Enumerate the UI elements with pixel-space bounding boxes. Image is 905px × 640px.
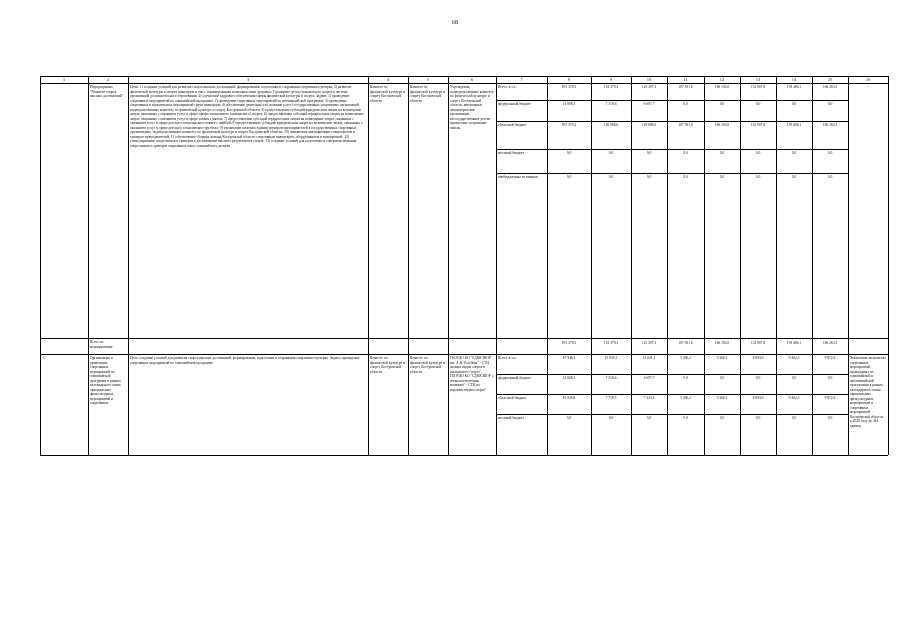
- funding-source: областной бюджет: [498, 123, 527, 127]
- funding-value: 126 068,6: [603, 123, 619, 127]
- total-value: 152 907,8: [750, 341, 766, 345]
- event-funding-value: 7 310,6: [605, 376, 617, 380]
- funding-value: 159 486,1: [786, 123, 802, 127]
- funding-value: 0,0: [755, 175, 761, 179]
- funding-value: 0,0: [566, 151, 572, 155]
- column-rule: [496, 76, 497, 455]
- funding-value: 7 310,6: [605, 102, 617, 106]
- source-rule: [496, 414, 848, 415]
- funding-value: 0,0: [608, 175, 614, 179]
- event-funding-source: федеральный бюджет: [498, 376, 532, 380]
- expected-result: -: [867, 85, 869, 89]
- column-rule: [448, 76, 449, 455]
- source-rule: [496, 374, 848, 375]
- funding-value: 133 379,2: [603, 85, 619, 89]
- funding-value: 0,0: [719, 151, 725, 155]
- event-funding-value: 0,0: [827, 416, 833, 420]
- column-rule: [40, 76, 41, 455]
- event-funding-value: 15 030,1: [604, 356, 618, 360]
- total-value: 133 379,2: [603, 341, 619, 345]
- column-number: 4: [386, 77, 390, 82]
- total-value: 166 263,5: [822, 341, 838, 345]
- funding-source: внебюджетные источники: [498, 175, 538, 179]
- event-funding-value: 0,0: [683, 416, 688, 420]
- column-number: 13: [755, 77, 761, 82]
- event-goals: Цель: создание условий для развития спорта высших достижений, формирования, подготовки и сохранения спортивного резерва. Задача: проведение спортивных мероприятий по олимпийской программе: [130, 356, 360, 365]
- column-rule: [88, 76, 89, 455]
- funding-value: 6 697,7: [643, 102, 655, 106]
- event-name: Организация и проведение спортивных мероприятий по олимпийской программе в рамках календарного плана официальных физкультурных мероприятий и спортивных: [90, 356, 121, 405]
- source-rule: [496, 100, 848, 101]
- column-rule: [368, 76, 369, 455]
- funding-value: 0,0: [827, 102, 833, 106]
- event-funding-value: 0,0: [719, 416, 725, 420]
- column-number: 11: [683, 77, 688, 82]
- column-number: 5: [426, 77, 430, 82]
- event-funding-value: 0,0: [719, 376, 725, 380]
- event-funding-value: 0,0: [566, 416, 572, 420]
- event-funding-value: 67 948,1: [562, 356, 576, 360]
- event-funding-value: 0,0: [791, 376, 797, 380]
- event-funding-value: 0,0: [827, 376, 833, 380]
- funding-value: 118 699,6: [641, 123, 657, 127]
- funding-value: 0,0: [827, 151, 833, 155]
- event-funding-value: 9 872,4: [824, 356, 836, 360]
- event-funding-value: 5 300,2: [716, 356, 728, 360]
- event-funding-value: 0,0: [755, 376, 761, 380]
- event-funding-value: 5 366,2: [680, 396, 691, 400]
- funding-value: 152 907,8: [750, 85, 766, 89]
- funding-value: 14 008,3: [562, 102, 576, 106]
- event-number: 1.: [43, 356, 46, 360]
- event-funding-value: 0,0: [791, 416, 797, 420]
- funding-value: 0,0: [755, 102, 761, 106]
- event-funding-source: областной бюджет: [498, 396, 527, 400]
- funding-value: 0,0: [683, 175, 688, 179]
- column-number: 1: [62, 77, 66, 82]
- funding-value: 0,0: [719, 102, 725, 106]
- funding-value: 106 192,0: [714, 123, 730, 127]
- column-rule: [888, 76, 889, 455]
- funding-value: 937 370,2: [561, 123, 577, 127]
- event-funding-value: 9 872,4: [824, 396, 836, 400]
- row-rule: [40, 455, 888, 456]
- funding-value: 0,0: [566, 175, 572, 179]
- column-rule: [128, 76, 129, 455]
- page-number: 68: [452, 20, 458, 26]
- event-funding-value: 0,0: [755, 416, 761, 420]
- subprogram-goals: Цели: 1) создание условий для развития спорта высших достижений, формирования, подготовки и сохранения спортивного резерва; 2) развитие физической культуры и спорта инвалидов и лиц с ограниченными возможностями здоровья; 3) развитие детско-юношеского спорта в системе организаций дополнительного образования; 4) улучшение кадрового обеспечения сферы физической культуры и спорта. Задачи: 1) проведение спортивных мероприятий по олимпийской программе; 2) проведение спортивных мероприятий по неолимпийской программе; 3) проведение спортивных и комплексных мероприятий среди инвалидов; 4) обеспечение деятельности (оказание услуг) государственных спортивных организаций, подведомственных комитету по физической культуре и спорту Костромской области; 5) предоставление субсидий юридическим лицам на возмещение затрат, связанных с оказанием услуг в сфере профессионального (шахматного) спорта; 6) предоставление субсидий юридическим лицам на возмещение затрат, связанных с оказанием услуг в сфере хоккея с мячом; 7) предоставление субсидий юридическим лицам на возмещение затрат, связанных с оказанием услуг в сфере детского и юношеского хоккея с шайбой; 8) предоставление субсидий юридическим лицам на возмещение затрат, связанных с оказанием услуг в сфере детского и юношеского футбола; 9) увеличение штатных единиц тренеров-преподавателей в государственных спортивных организациях, подведомственных комитету по физической культуре и спорту Костромской области; 10) повышение квалификации специалистов и тренеров-преподавателей; 11) обеспечение сборных команд Костромской области спортивным инвентарем, оборудованием и экипировкой; 12) стимулирование спортсменов и тренеров к достижениям высоких результатов в спорте; 13) создание условий для подготовки и совершенствования спортсменов и тренеров спортивных школ олимпийского резерва: [130, 85, 364, 148]
- column-number: 16: [865, 77, 871, 82]
- total-value: 106 192,0: [714, 341, 730, 345]
- event-funding-value: 0,0: [646, 416, 652, 420]
- event-funding-value: 7 719,5: [605, 396, 617, 400]
- source-rule: [496, 121, 848, 122]
- event-funding-value: 6 697,7: [643, 376, 655, 380]
- funding-value: 951 378,5: [561, 85, 577, 89]
- event-funding-value: 14 021,1: [642, 356, 656, 360]
- event-funding-value: 9 402,3: [788, 396, 800, 400]
- event-funding-value: 8 894,6: [752, 356, 764, 360]
- total-value: 107 591,6: [678, 341, 693, 345]
- source-rule: [496, 173, 848, 174]
- column-number: 15: [827, 77, 833, 82]
- event-funding-value: 9 402,3: [788, 356, 800, 360]
- funding-value: 0,0: [646, 151, 652, 155]
- column-number: 6: [470, 77, 474, 82]
- funding-value: 0,0: [683, 151, 688, 155]
- event-funding-value: 5 366,2: [680, 356, 691, 360]
- source-rule: [496, 394, 848, 395]
- event-funding-value: 53 939,8: [562, 396, 576, 400]
- total-value: 951 378,5: [561, 341, 577, 345]
- event-funding-value: 14 008,3: [562, 376, 576, 380]
- funding-value: 0,0: [791, 102, 797, 106]
- co-executor: Комитет по физической культуре и спорту Костромской области: [410, 85, 446, 103]
- column-number: 10: [646, 77, 652, 82]
- row-rule: [40, 354, 888, 355]
- funding-value: 0,0: [827, 175, 833, 179]
- total-label: Всего по мероприятиям:: [90, 340, 114, 349]
- funding-value: 0,0: [719, 175, 725, 179]
- funding-value: 159 486,1: [786, 85, 802, 89]
- event-funding-value: 8 894,6: [752, 396, 764, 400]
- funding-value: 152 907,8: [750, 123, 766, 127]
- column-number: 3: [246, 77, 250, 82]
- total-value: 125 397,3: [641, 341, 657, 345]
- column-number: 14: [791, 77, 797, 82]
- event-funding-value: 0,0: [683, 376, 688, 380]
- funding-source: федеральный бюджет: [498, 102, 532, 106]
- funding-source: Всего, в т.ч.:: [498, 85, 518, 89]
- funding-source: местный бюджет: [498, 151, 525, 155]
- funding-value: 166 263,5: [822, 123, 838, 127]
- funding-value: 166 263,5: [822, 85, 838, 89]
- event-funding-source: местный бюджет: [498, 416, 525, 420]
- event-funding-value: 0,0: [608, 416, 614, 420]
- total-value: 159 486,1: [786, 341, 802, 345]
- funding-value: 0,0: [683, 102, 688, 106]
- funding-value: 106 192,0: [714, 85, 730, 89]
- event-participants: ГБОУДО КО "СДЮСШОР им. А.В. Голубева" - СТЦ зимних видов спорта и шахматного спорта", ГБОУДО КО "СДЮСШОР с легкоатлетическим манежем" - СТЦ по игровым видам спорта": [450, 356, 494, 392]
- row-rule: [40, 338, 888, 339]
- subprogram-name: Подпрограмма "Развитие спорта высших достижений": [90, 85, 124, 98]
- funding-value: 0,0: [791, 151, 797, 155]
- column-number: 12: [719, 77, 725, 82]
- funding-value: 107 591,6: [678, 85, 693, 89]
- funding-value: 125 397,3: [641, 85, 657, 89]
- funding-value: 0,0: [755, 151, 761, 155]
- event-funding-value: 7 323,4: [643, 396, 655, 400]
- event-funding-source: Всего, в т.ч.:: [498, 356, 518, 360]
- source-rule: [496, 149, 848, 150]
- participants: Учреждения, подведомственные комитету по физической культуре и спорту Костромской области, автономные некоммерческие организации, негосударственные детско-юношеские спортивные школы: [450, 85, 494, 130]
- responsible-executor: Комитет по физической культуре и спорту Костромской области: [370, 85, 406, 103]
- funding-value: 0,0: [791, 175, 797, 179]
- funding-value: 107 591,6: [678, 123, 693, 127]
- funding-value: 0,0: [608, 151, 614, 155]
- event-responsible: Комитет по физической культуре и спорту Костромской области: [370, 356, 406, 374]
- column-rule: [408, 76, 409, 455]
- column-number: 8: [567, 77, 571, 82]
- column-number: 9: [609, 77, 613, 82]
- event-funding-value: 5 300,2: [716, 396, 728, 400]
- column-number: 7: [520, 77, 523, 82]
- event-co-executor: Комитет по физической культуре и спорту Костромской области: [410, 356, 446, 374]
- row-rule: [40, 83, 888, 84]
- column-number: 2: [106, 77, 110, 82]
- event-expected-result: Увеличение количества спортивных мероприятий, проводимых по олимпийской и неолимпийской программам в рамках календарного плана официальных физкультурных мероприятий и спортивных мероприятий Костромской области, к 2020 году до 444 единиц: [850, 356, 886, 428]
- column-rule: [848, 76, 849, 455]
- funding-value: 0,0: [646, 175, 652, 179]
